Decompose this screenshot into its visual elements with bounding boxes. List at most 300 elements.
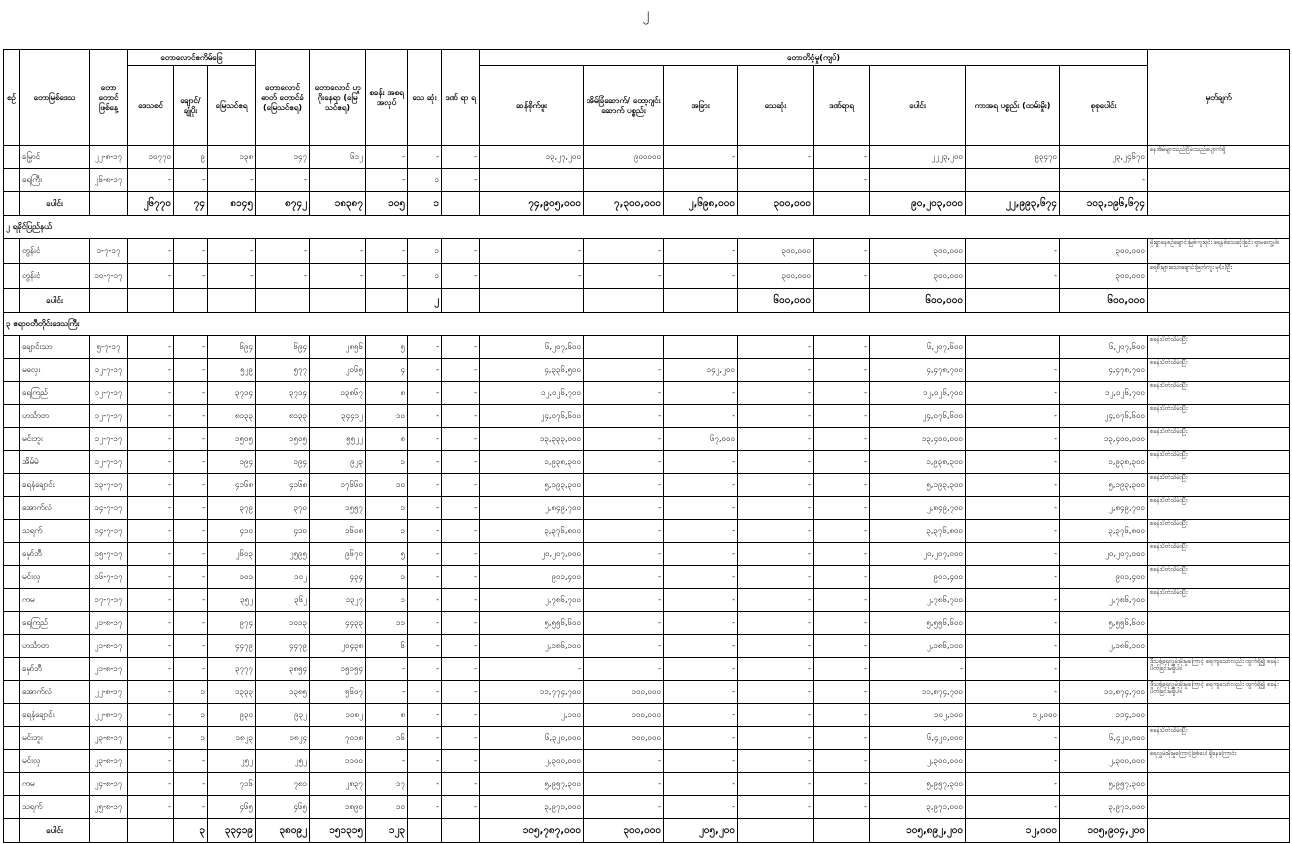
- cell-l7: -: [966, 727, 1060, 750]
- total-area1: [128, 289, 174, 313]
- cell-area3: ၄၁၆၈: [208, 474, 256, 497]
- cell-area2: -: [174, 612, 208, 635]
- cell-region: ရေနံချောင်း: [20, 474, 90, 497]
- cell-l1: ၅,၁၉၃,၃၀၀: [480, 474, 584, 497]
- cell-fire: ၁၀၁၃: [256, 612, 310, 635]
- total-label: ပေါင်း: [20, 819, 90, 843]
- cell-l8: ၂၃,၂၄၆၇၀: [1060, 146, 1148, 169]
- cell-inj: -: [442, 336, 480, 359]
- cell-l1: ၆,၃၂၀,၀၀၀: [480, 727, 584, 750]
- cell-dead: -: [408, 681, 442, 704]
- cell-l1: ၁၃,၂၇,၂၀၀: [480, 146, 584, 169]
- cell-area2: -: [174, 428, 208, 451]
- cell-no: [4, 819, 20, 843]
- cell-l4: -: [738, 428, 814, 451]
- section-header-row: [4, 313, 1290, 336]
- cell-area1: -: [128, 405, 174, 428]
- header-no: စဥ်: [4, 50, 20, 146]
- cell-l5: -: [814, 704, 870, 727]
- table-row: [4, 796, 1290, 819]
- cell-l5: -: [814, 681, 870, 704]
- cell-l1: ၆,၂၀၇,၆၀၀: [480, 336, 584, 359]
- cell-area1: -: [128, 169, 174, 192]
- cell-l8: ၃,၉၇၁,၀၀၀: [1060, 796, 1148, 819]
- cell-l7: -: [966, 635, 1060, 658]
- cell-no: [4, 704, 20, 727]
- cell-date: ၂၂-၈-၁၇: [90, 681, 128, 704]
- cell-l8: ၁၂,၀၂၆,၇၀၀: [1060, 382, 1148, 405]
- cell-l1: -: [480, 264, 584, 289]
- cell-date: ၁၃-၇-၁၇: [90, 474, 128, 497]
- cell-area2: -: [174, 239, 208, 264]
- cell-l7: -: [966, 612, 1060, 635]
- cell-l8: ၁၃,၄၀၀,၀၀၀: [1060, 428, 1148, 451]
- cell-other: ၃၄၄၁၂: [310, 405, 366, 428]
- cell-dead: -: [408, 773, 442, 796]
- cell-l1: ၁၁,၇၇၄,၇၀၀: [480, 681, 584, 704]
- cell-no: [4, 146, 20, 169]
- cell-remark: မိုးရွာနေစဉ်ချောင်းမြစ်ကူးရင်း ရေနစ်သေဆုံးခြင်း ရှာမတွေ့ပါ။: [1148, 239, 1290, 264]
- cell-remark: စခန်းပိတ်သိမ်းပြီး: [1148, 428, 1290, 451]
- cell-l8: ၂,၇၈၆,၇၀၀: [1060, 589, 1148, 612]
- cell-l7: -: [966, 239, 1060, 264]
- cell-area2: ၁: [174, 727, 208, 750]
- cell-l2: -: [584, 382, 664, 405]
- total-inj: [442, 819, 480, 843]
- cell-l4: -: [738, 336, 814, 359]
- cell-plant: ၁၀: [366, 405, 408, 428]
- cell-plant: ၁၀: [366, 796, 408, 819]
- cell-region: မင်းဘူး: [20, 727, 90, 750]
- cell-l1: [480, 169, 584, 192]
- cell-other: ၁၆၀၈: [310, 520, 366, 543]
- section-header-row: [4, 216, 1290, 239]
- cell-plant: -: [366, 146, 408, 169]
- cell-plant: -: [366, 169, 408, 192]
- cell-l6: ၂၀,၂၀၇,၀၀၀: [870, 543, 966, 566]
- cell-l6: ၅,၅၅၆,၆၀၀: [870, 612, 966, 635]
- cell-l5: -: [814, 589, 870, 612]
- cell-area3: ၈၁၃၃: [208, 405, 256, 428]
- table-row: [4, 497, 1290, 520]
- cell-l8: ၃၀၀,၀၀၀: [1060, 264, 1148, 289]
- cell-l2: -: [584, 635, 664, 658]
- cell-l4: -: [738, 796, 814, 819]
- cell-fire: ၃၇၀: [256, 497, 310, 520]
- cell-remark: စခန်းပိတ်သိမ်းပြီး: [1148, 497, 1290, 520]
- cell-region: ဟင်္သာတ: [20, 405, 90, 428]
- cell-no: [4, 336, 20, 359]
- cell-l6: ၃,၉၇၁,၀၀၀: [870, 796, 966, 819]
- cell-l5: -: [814, 239, 870, 264]
- table-row: [4, 428, 1290, 451]
- total-area2: ၃: [174, 819, 208, 843]
- cell-l3: -: [664, 474, 738, 497]
- cell-l2: -: [584, 239, 664, 264]
- header-loss-col: အိမ်ခြံဆောက်/ ထော့ဂျင်းဆောက် ပစ္စည်း: [584, 66, 664, 146]
- cell-l6: ၁၂,၀၂၆,၇၀၀: [870, 382, 966, 405]
- cell-remark: [1148, 635, 1290, 658]
- cell-l3: [664, 169, 738, 192]
- cell-no: [4, 658, 20, 681]
- cell-plant: ၈: [366, 382, 408, 405]
- cell-l3: -: [664, 612, 738, 635]
- cell-fire: ၇၈၁: [256, 773, 310, 796]
- total-l2: ၃၀၀,၀၀၀: [584, 819, 664, 843]
- cell-l3: -: [664, 520, 738, 543]
- cell-l2: -: [584, 497, 664, 520]
- cell-region: မှော်ဘီ: [20, 543, 90, 566]
- cell-l7: -: [966, 474, 1060, 497]
- table-row: [4, 612, 1290, 635]
- total-l7: ၁၂,၀၀၀: [966, 819, 1060, 843]
- cell-l8: ၁၁၄,၁၀၀: [1060, 704, 1148, 727]
- cell-plant: ၁: [366, 589, 408, 612]
- total-dead: ၁: [408, 192, 442, 216]
- cell-no: [4, 750, 20, 773]
- cell-dead: -: [408, 704, 442, 727]
- cell-l8: [1060, 658, 1148, 681]
- cell-l6: ၂၂၂၃,၂၀၀: [870, 146, 966, 169]
- cell-date: ၁၆-၇-၁၇: [90, 566, 128, 589]
- cell-area1: -: [128, 635, 174, 658]
- header-fire-days: တောလောင် ဓာတ် တောင်ခံ (မြေသင်ဧရ): [256, 50, 310, 146]
- cell-area2: -: [174, 451, 208, 474]
- total-l3: ၂၀၅,၂၀၀: [664, 819, 738, 843]
- cell-plant: -: [366, 264, 408, 289]
- cell-l6: ၆,၄၂၀,၀၀၀: [870, 727, 966, 750]
- cell-l5: -: [814, 796, 870, 819]
- cell-area1: -: [128, 658, 174, 681]
- cell-dead: ၁: [408, 264, 442, 289]
- header-date: တော တောင် ဖြစ်နေ့: [90, 50, 128, 146]
- header-region: တောမြစ်ဒေသ: [20, 50, 90, 146]
- cell-date: ၁၀-၇-၁၇: [90, 264, 128, 289]
- cell-fire: ၂၅၂: [256, 750, 310, 773]
- cell-l5: -: [814, 474, 870, 497]
- cell-area1: -: [128, 336, 174, 359]
- cell-l6: ၁၃,၄၀၀,၀၀၀: [870, 428, 966, 451]
- cell-fire: ၁၄၇: [256, 146, 310, 169]
- cell-l7: -: [966, 681, 1060, 704]
- cell-inj: -: [442, 589, 480, 612]
- cell-l1: ၁,၉၃၈,၃၀၀: [480, 451, 584, 474]
- cell-l4: -: [738, 451, 814, 474]
- cell-l7: -: [966, 359, 1060, 382]
- cell-area3: ၉၃၀: [208, 704, 256, 727]
- cell-other: ၅၆၀၇: [310, 681, 366, 704]
- total-inj: [442, 289, 480, 313]
- cell-dead: ၁: [408, 239, 442, 264]
- cell-l1: ၁၃,၃၃၃,၀၀၀: [480, 428, 584, 451]
- cell-l3: -: [664, 264, 738, 289]
- cell-l1: ၂,၇၈၆,၇၀၀: [480, 589, 584, 612]
- total-fire: ၃၈၀၉၂: [256, 819, 310, 843]
- cell-area2: -: [174, 520, 208, 543]
- cell-other: ၄၃၄: [310, 566, 366, 589]
- cell-l4: [738, 169, 814, 192]
- cell-date: ၁၅-၇-၁၇: [90, 543, 128, 566]
- cell-remark: စခန်းပိတ်သိမ်းပြီး: [1148, 336, 1290, 359]
- cell-fire: -: [256, 239, 310, 264]
- cell-area1: -: [128, 239, 174, 264]
- table-row: [4, 543, 1290, 566]
- header-loss-col: သေဆုံး: [738, 66, 814, 146]
- header-loss-col: ပေါင်း: [870, 66, 966, 146]
- cell-l8: ၃၀၀,၀၀၀: [1060, 239, 1148, 264]
- cell-l4: -: [738, 727, 814, 750]
- cell-area2: -: [174, 497, 208, 520]
- header-loss-col: အခြား: [664, 66, 738, 146]
- cell-date: ၁၂-၇-၁၇: [90, 451, 128, 474]
- header-loss-group: တောတိဝံ့မှု(ကျပ်): [480, 50, 1148, 66]
- cell-remark: [1148, 773, 1290, 796]
- cell-area2: ၉: [174, 146, 208, 169]
- cell-l2: ၁၀၀,၀၀၀: [584, 727, 664, 750]
- cell-date: ၂၂-၈-၁၇: [90, 704, 128, 727]
- cell-remark: စခန်းပိတ်သိမ်းပြီး: [1148, 382, 1290, 405]
- cell-area1: -: [128, 497, 174, 520]
- total-l2: ၇,၃၀၀,၀၀၀: [584, 192, 664, 216]
- cell-area3: ၅၂၉: [208, 359, 256, 382]
- total-other: ၁၅၁၃၁၅: [310, 819, 366, 843]
- total-row: [4, 289, 1290, 313]
- cell-no: [4, 520, 20, 543]
- cell-fire: ၈၁၃၃: [256, 405, 310, 428]
- cell-region: ကမ: [20, 773, 90, 796]
- cell-l7: -: [966, 773, 1060, 796]
- cell-date: ၁၂-၇-၁၇: [90, 382, 128, 405]
- cell-plant: ၈: [366, 428, 408, 451]
- cell-plant: -: [366, 239, 408, 264]
- cell-l1: ၂,၁၈၆,၁၀၀: [480, 635, 584, 658]
- cell-area2: -: [174, 169, 208, 192]
- cell-inj: -: [442, 382, 480, 405]
- total-plant: ၁၂၃: [366, 819, 408, 843]
- cell-l4: -: [738, 146, 814, 169]
- cell-other: ၁၁၀၀: [310, 750, 366, 773]
- cell-other: ၂၈၃၇: [310, 773, 366, 796]
- cell-remark: [1148, 796, 1290, 819]
- cell-other: ၁၃၈၆၇: [310, 382, 366, 405]
- cell-l7: -: [966, 520, 1060, 543]
- cell-l6: ၅,၁၉၃,၃၀၀: [870, 474, 966, 497]
- cell-area1: -: [128, 681, 174, 704]
- cell-area1: -: [128, 704, 174, 727]
- cell-region: အောက်လံ: [20, 497, 90, 520]
- cell-l2: -: [584, 773, 664, 796]
- cell-l5: -: [814, 566, 870, 589]
- total-row: [4, 819, 1290, 843]
- header-area-group: တောလောင်ဧကိမ်ခြေ: [128, 50, 256, 66]
- cell-l4: -: [738, 635, 814, 658]
- cell-other: ၁၇၆၆၀: [310, 474, 366, 497]
- cell-date: ၂၃-၈-၁၇: [90, 750, 128, 773]
- cell-area2: -: [174, 796, 208, 819]
- cell-plant: -: [366, 681, 408, 704]
- cell-other: ၉၆၇၀: [310, 543, 366, 566]
- cell-l3: -: [664, 635, 738, 658]
- cell-remark: စခန်းပိတ်သိမ်းပြီး: [1148, 727, 1290, 750]
- cell-l2: -: [584, 750, 664, 773]
- cell-no: [4, 589, 20, 612]
- cell-region: ရေနံချောင်း: [20, 704, 90, 727]
- cell-l2: -: [584, 428, 664, 451]
- table-row: [4, 169, 1290, 192]
- table-row: [4, 264, 1290, 289]
- cell-l6: ၂,၁၈၆,၁၀၀: [870, 635, 966, 658]
- cell-area3: ၇၁၆: [208, 773, 256, 796]
- cell-other: ၁၀၈၂: [310, 704, 366, 727]
- cell-l3: -: [664, 382, 738, 405]
- cell-inj: -: [442, 796, 480, 819]
- cell-area2: -: [174, 336, 208, 359]
- cell-area3: ၃၅၂: [208, 589, 256, 612]
- cell-no: [4, 239, 20, 264]
- cell-date: ၂၁-၈-၁၇: [90, 658, 128, 681]
- cell-l3: ၆၇,၀၀၀: [664, 428, 738, 451]
- cell-region: ကမ: [20, 589, 90, 612]
- cell-l5: -: [814, 727, 870, 750]
- total-dead: ၂: [408, 289, 442, 313]
- header-loss-col: ဆန်စိုက်ဖူး: [480, 66, 584, 146]
- cell-no: [4, 681, 20, 704]
- cell-l5: -: [814, 336, 870, 359]
- cell-date: ၂၁-၈-၁၇: [90, 635, 128, 658]
- cell-l4: -: [738, 566, 814, 589]
- cell-area2: -: [174, 405, 208, 428]
- total-l8: ၁၀၅,၉၀၄,၂၀၀: [1060, 819, 1148, 843]
- table-row: [4, 727, 1290, 750]
- header-injured: ဒဏ် ရာ ရ: [442, 50, 480, 146]
- cell-other: -: [310, 239, 366, 264]
- cell-fire: -: [256, 169, 310, 192]
- cell-fire: ၄၁၆၈: [256, 474, 310, 497]
- cell-plant: ၁: [366, 566, 408, 589]
- cell-other: ၁၅၁၅၄: [310, 658, 366, 681]
- cell-date: ၂၆-၈-၁၇: [90, 169, 128, 192]
- section-title: ၂ ရခိုင်ပြည်နယ်: [4, 216, 1290, 239]
- cell-l6: ၂,၃၀၀,၀၀၀: [870, 750, 966, 773]
- cell-l3: -: [664, 750, 738, 773]
- cell-fire: ၂၅၉၅: [256, 543, 310, 566]
- cell-remark: [1148, 612, 1290, 635]
- header-area-col: ဒေသစင်: [128, 66, 174, 146]
- cell-plant: ၄: [366, 359, 408, 382]
- cell-area1: -: [128, 727, 174, 750]
- cell-l7: ၁၂,၀၀၀: [966, 704, 1060, 727]
- cell-region: မင်းလှ: [20, 566, 90, 589]
- cell-l6: ၉၀၁,၄၀၀: [870, 566, 966, 589]
- cell-area3: -: [208, 264, 256, 289]
- cell-no: [4, 169, 20, 192]
- cell-inj: -: [442, 635, 480, 658]
- cell-dead: -: [408, 405, 442, 428]
- cell-l4: -: [738, 405, 814, 428]
- cell-l2: [584, 336, 664, 359]
- cell-no: [4, 796, 20, 819]
- cell-dead: -: [408, 451, 442, 474]
- cell-area1: -: [128, 359, 174, 382]
- cell-no: [4, 192, 20, 216]
- table-row: [4, 635, 1290, 658]
- cell-fire: ၁၅၀၅: [256, 428, 310, 451]
- cell-l3: [664, 336, 738, 359]
- cell-area1: ၁၀၇၇၀: [128, 146, 174, 169]
- cell-l8: ၁၁,၈၇၄,၇၀၀: [1060, 681, 1148, 704]
- cell-l5: -: [814, 658, 870, 681]
- total-l4: ၆၀၀,၀၀၀: [738, 289, 814, 313]
- cell-remark: စခန်းပိတ်သိမ်းပြီး: [1148, 405, 1290, 428]
- cell-l5: -: [814, 750, 870, 773]
- cell-fire: ၄၆၅: [256, 796, 310, 819]
- cell-date: ၅-၇-၁၇: [90, 336, 128, 359]
- cell-l5: -: [814, 146, 870, 169]
- cell-l4: -: [738, 612, 814, 635]
- cell-l5: -: [814, 520, 870, 543]
- cell-area2: ၁: [174, 704, 208, 727]
- cell-inj: -: [442, 704, 480, 727]
- header-area-col: ချောင်/ ချုံပိုး: [174, 66, 208, 146]
- cell-l4: -: [738, 773, 814, 796]
- cell-no: [4, 474, 20, 497]
- cell-l2: -: [584, 566, 664, 589]
- cell-date: ၁၂-၇-၁၇: [90, 405, 128, 428]
- cell-date: ၂၃-၈-၁၇: [90, 727, 128, 750]
- cell-l8: ၅,၉၅၇,၃၀၀: [1060, 773, 1148, 796]
- cell-inj: -: [442, 146, 480, 169]
- cell-l2: -: [584, 520, 664, 543]
- table-row: [4, 658, 1290, 681]
- cell-area1: -: [128, 589, 174, 612]
- total-l5: [814, 819, 870, 843]
- cell-l2: ၉၀၀၀၀၀: [584, 146, 664, 169]
- cell-no: [4, 497, 20, 520]
- cell-area2: -: [174, 566, 208, 589]
- cell-no: [4, 428, 20, 451]
- cell-area3: ၁၀၁: [208, 566, 256, 589]
- cell-l7: -: [966, 796, 1060, 819]
- cell-area3: ၁၈၂၃: [208, 727, 256, 750]
- cell-region: အောက်လံ: [20, 681, 90, 704]
- cell-l3: -: [664, 497, 738, 520]
- cell-dead: -: [408, 497, 442, 520]
- cell-area3: ၃၇၉: [208, 497, 256, 520]
- cell-dead: -: [408, 658, 442, 681]
- cell-l1: ၂၀,၂၀၇,၀၀၀: [480, 543, 584, 566]
- cell-region: မင်းလှ: [20, 750, 90, 773]
- cell-l3: -: [664, 796, 738, 819]
- cell-l1: ၂,၃၀၀,၀၀၀: [480, 750, 584, 773]
- table-row: [4, 405, 1290, 428]
- cell-region: တွန်းငံ: [20, 239, 90, 264]
- cell-l8: ၂၄,၀၇၆,၆၀၀: [1060, 405, 1148, 428]
- cell-remark: စခန်းပိတ်သိမ်းပြီး: [1148, 566, 1290, 589]
- cell-fire: ၃၇၁၄: [256, 382, 310, 405]
- cell-l2: [584, 169, 664, 192]
- cell-inj: -: [442, 239, 480, 264]
- cell-l2: ၁၀၀,၀၀၀: [584, 681, 664, 704]
- header-loss-col: ဒဏ်ရာရ: [814, 66, 870, 146]
- total-l1: ၁၀၅,၇၈၇,၀၀၀: [480, 819, 584, 843]
- cell-other: ၁၅၅၇: [310, 497, 366, 520]
- cell-l2: -: [584, 612, 664, 635]
- cell-plant: ၅: [366, 336, 408, 359]
- cell-l3: -: [664, 566, 738, 589]
- cell-l2: -: [584, 359, 664, 382]
- cell-dead: -: [408, 750, 442, 773]
- table-row: [4, 474, 1290, 497]
